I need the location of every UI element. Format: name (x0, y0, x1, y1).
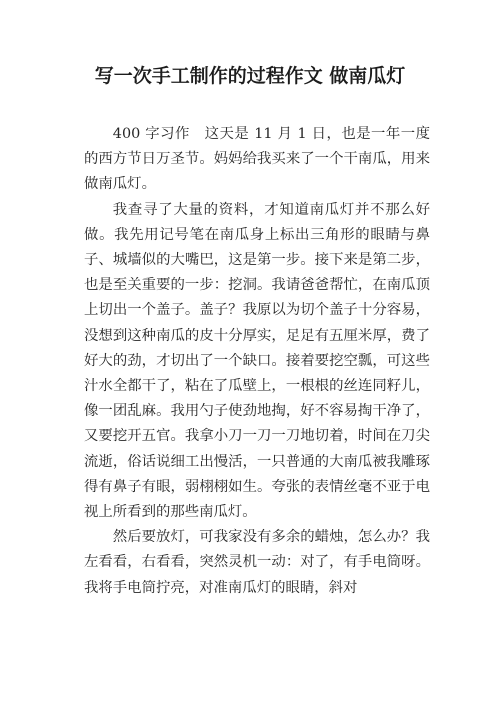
article-body (84, 122, 430, 601)
paragraph-process: 我查寻了大量的资料，才知道南瓜灯并不那么好做。我先用记号笔在南瓜身上标出三角形的眼睛与鼻子、城墙似的大嘴巴，这是第一步。接下来是第二步，也是至关重要的一步：挖洞。我请爸爸帮忙，在南瓜顶上切出一个盖子。盖子？我原以为切个盖子十分容易，没想到这种南瓜的皮十分厚实，足足有五厘米厚，费了好大的劲，才切出了一个缺口。接着要挖空瓢，可这些汁水全都干了，粘在了瓜壁上，一根根的丝连同籽儿，像一团乱麻。我用勺子使劲地掏，好不容易掏干净了，又要挖开五官。我拿小刀一刀一刀地切着，时间在刀尖流逝，俗话说细工出慢活，一只普通的大南瓜被我雕琢得有鼻子有眼，弱栩栩如生。夸张的表情丝毫不亚于电视上所看到的那些南瓜灯。 (84, 201, 430, 521)
paragraph-lighting: 然后要放灯，可我家没有多余的蜡烛，怎么办？我左看看，右看看，突然灵机一动：对了，有手电筒呀。我将手电筒拧亮，对准南瓜灯的眼睛，斜对 (84, 529, 430, 596)
document-title: 写一次手工制作的过程作文 做南瓜灯 (94, 65, 406, 87)
paragraph-intro: 400 字习作 这天是 11 月 1 日，也是一年一度的西方节日万圣节。妈妈给我买来了一个干南瓜，用来做南瓜灯。 (84, 126, 430, 193)
